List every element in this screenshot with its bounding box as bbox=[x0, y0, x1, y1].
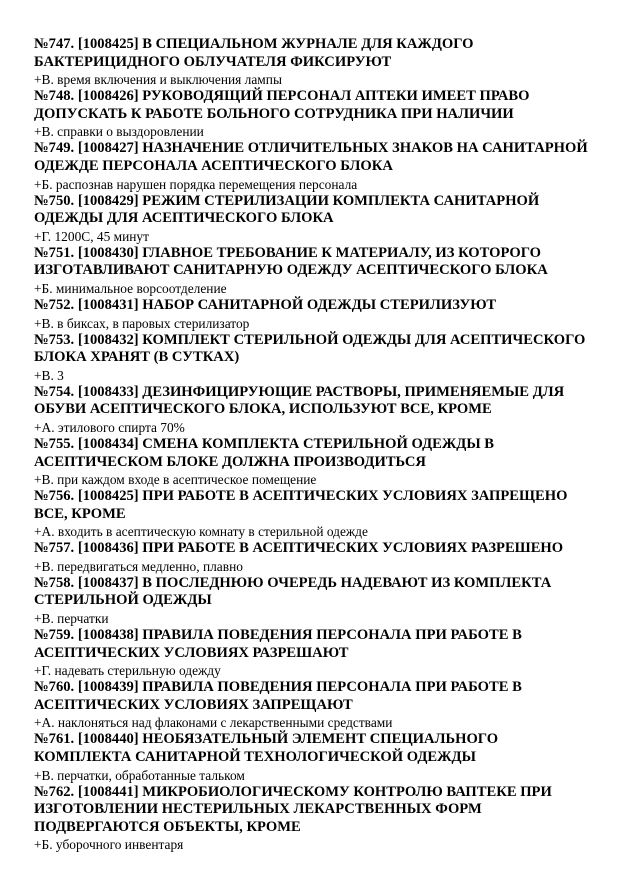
answer-text: +А. этилового спирта 70% bbox=[34, 419, 185, 435]
question-text: №747. [1008425] В СПЕЦИАЛЬНОМ ЖУРНАЛЕ ДЛЯ КАЖДОГО БАКТЕРИЦИДНОГО ОБЛУЧАТЕЛЯ ФИКСИРУЮТ bbox=[34, 36, 474, 70]
question-758 bbox=[34, 575, 594, 627]
answer-text: +В. перчатки, обработанные тальком bbox=[34, 767, 245, 783]
answer-text: +А. входить в асептическую комнату в стерильной одежде bbox=[34, 524, 368, 540]
question-text: №762. [1008441] МИКРОБИОЛОГИЧЕСКОМУ КОНТРОЛЮ ВАПТЕКЕ ПРИ ИЗГОТОВЛЕНИИ НЕСТЕРИЛЬНЫХ ЛЕКАРСТВЕННЫХ ФОРМ ПОДВЕРГАЮТСЯ ОБЪЕКТЫ, КРОМЕ bbox=[34, 783, 552, 835]
question-text: №750. [1008429] РЕЖИМ СТЕРИЛИЗАЦИИ КОМПЛЕКТА САНИТАРНОЙ ОДЕЖДЫ ДЛЯ АСЕПТИЧЕСКОГО БЛОКА bbox=[34, 192, 540, 227]
question-748 bbox=[34, 88, 594, 140]
question-761 bbox=[34, 731, 594, 783]
question-text: №751. [1008430] ГЛАВНОЕ ТРЕБОВАНИЕ К МАТЕРИАЛУ, ИЗ КОТОРОГО ИЗГОТАВЛИВАЮТ САНИТАРНУЮ ОДЕЖДУ АСЕПТИЧЕСКОГО БЛОКА bbox=[34, 244, 548, 279]
question-749 bbox=[34, 140, 594, 192]
question-text: №759. [1008438] ПРАВИЛА ПОВЕДЕНИЯ ПЕРСОНАЛА ПРИ РАБОТЕ В АСЕПТИЧЕСКИХ УСЛОВИЯХ РАЗРЕШАЮТ bbox=[34, 627, 522, 661]
answer-text: +Г. 1200С, 45 минут bbox=[34, 228, 149, 244]
answer-text: +В. время включения и выключения лампы bbox=[34, 72, 282, 88]
answer-text: +В. в биксах, в паровых стерилизатор bbox=[34, 315, 250, 331]
question-754 bbox=[34, 384, 594, 436]
question-text: №752. [1008431] НАБОР САНИТАРНОЙ ОДЕЖДЫ СТЕРИЛИЗУЮТ bbox=[34, 296, 497, 313]
question-762 bbox=[34, 784, 594, 854]
question-text: №758. [1008437] В ПОСЛЕДНЮЮ ОЧЕРЕДЬ НАДЕВАЮТ ИЗ КОМПЛЕКТА СТЕРИЛЬНОЙ ОДЕЖДЫ bbox=[34, 574, 552, 609]
question-text: №756. [1008425] ПРИ РАБОТЕ В АСЕПТИЧЕСКИХ УСЛОВИЯХ ЗАПРЕЩЕНО ВСЕ, КРОМЕ bbox=[34, 488, 568, 522]
question-752 bbox=[34, 297, 594, 332]
question-755 bbox=[34, 436, 594, 488]
question-text: №749. [1008427] НАЗНАЧЕНИЕ ОТЛИЧИТЕЛЬНЫХ ЗНАКОВ НА САНИТАРНОЙ ОДЕЖДЕ ПЕРСОНАЛА АСЕПТИЧЕСКОГО БЛОКА bbox=[34, 140, 588, 174]
question-text: №755. [1008434] СМЕНА КОМПЛЕКТА СТЕРИЛЬНОЙ ОДЕЖДЫ В АСЕПТИЧЕСКОМ БЛОКЕ ДОЛЖНА ПРОИЗВОДИТЬСЯ bbox=[34, 435, 495, 470]
question-759 bbox=[34, 627, 594, 679]
question-text: №753. [1008432] КОМПЛЕКТ СТЕРИЛЬНОЙ ОДЕЖДЫ ДЛЯ АСЕПТИЧЕСКОГО БЛОКА ХРАНЯТ (В СУТКАХ) bbox=[34, 331, 586, 366]
document-page bbox=[34, 36, 594, 853]
question-text: №748. [1008426] РУКОВОДЯЩИЙ ПЕРСОНАЛ АПТЕКИ ИМЕЕТ ПРАВО ДОПУСКАТЬ К РАБОТЕ БОЛЬНОГО СОТРУДНИКА ПРИ НАЛИЧИИ bbox=[34, 88, 530, 122]
question-747 bbox=[34, 36, 594, 88]
answer-text: +Г. надевать стерильную одежду bbox=[34, 663, 221, 679]
question-text: №760. [1008439] ПРАВИЛА ПОВЕДЕНИЯ ПЕРСОНАЛА ПРИ РАБОТЕ В АСЕПТИЧЕСКИХ УСЛОВИЯХ ЗАПРЕЩАЮТ bbox=[34, 679, 522, 713]
answer-text: +В. при каждом входе в асептическое помещение bbox=[34, 472, 317, 488]
question-756 bbox=[34, 488, 594, 540]
answer-text: +В. 3 bbox=[34, 367, 64, 383]
answer-text: +В. справки о выздоровлении bbox=[34, 124, 204, 140]
answer-text: +В. передвигаться медленно, плавно bbox=[34, 558, 243, 574]
answer-text: +Б. минимальное ворсоотделение bbox=[34, 280, 227, 296]
question-751 bbox=[34, 245, 594, 297]
question-753 bbox=[34, 332, 594, 384]
question-text: №757. [1008436] ПРИ РАБОТЕ В АСЕПТИЧЕСКИХ УСЛОВИЯХ РАЗРЕШЕНО bbox=[34, 540, 564, 557]
question-750 bbox=[34, 193, 594, 245]
question-757 bbox=[34, 540, 594, 575]
question-text: №761. [1008440] НЕОБЯЗАТЕЛЬНЫЙ ЭЛЕМЕНТ СПЕЦИАЛЬНОГО КОМПЛЕКТА САНИТАРНОЙ ТЕХНОЛОГИЧЕСКОЙ ОДЕЖДЫ bbox=[34, 731, 499, 766]
question-text: №754. [1008433] ДЕЗИНФИЦИРУЮЩИЕ РАСТВОРЫ, ПРИМЕНЯЕМЫЕ ДЛЯ ОБУВИ АСЕПТИЧЕСКОГО БЛОКА, ИСПОЛЬЗУЮТ ВСЕ, КРОМЕ bbox=[34, 383, 565, 418]
question-760 bbox=[34, 679, 594, 731]
answer-text: +Б. уборочного инвентаря bbox=[34, 837, 184, 853]
answer-text: +А. наклоняться над флаконами с лекарственными средствами bbox=[34, 715, 393, 731]
answer-text: +В. перчатки bbox=[34, 611, 109, 627]
answer-text: +Б. распознав нарушен порядка перемещения персонала bbox=[34, 176, 358, 192]
